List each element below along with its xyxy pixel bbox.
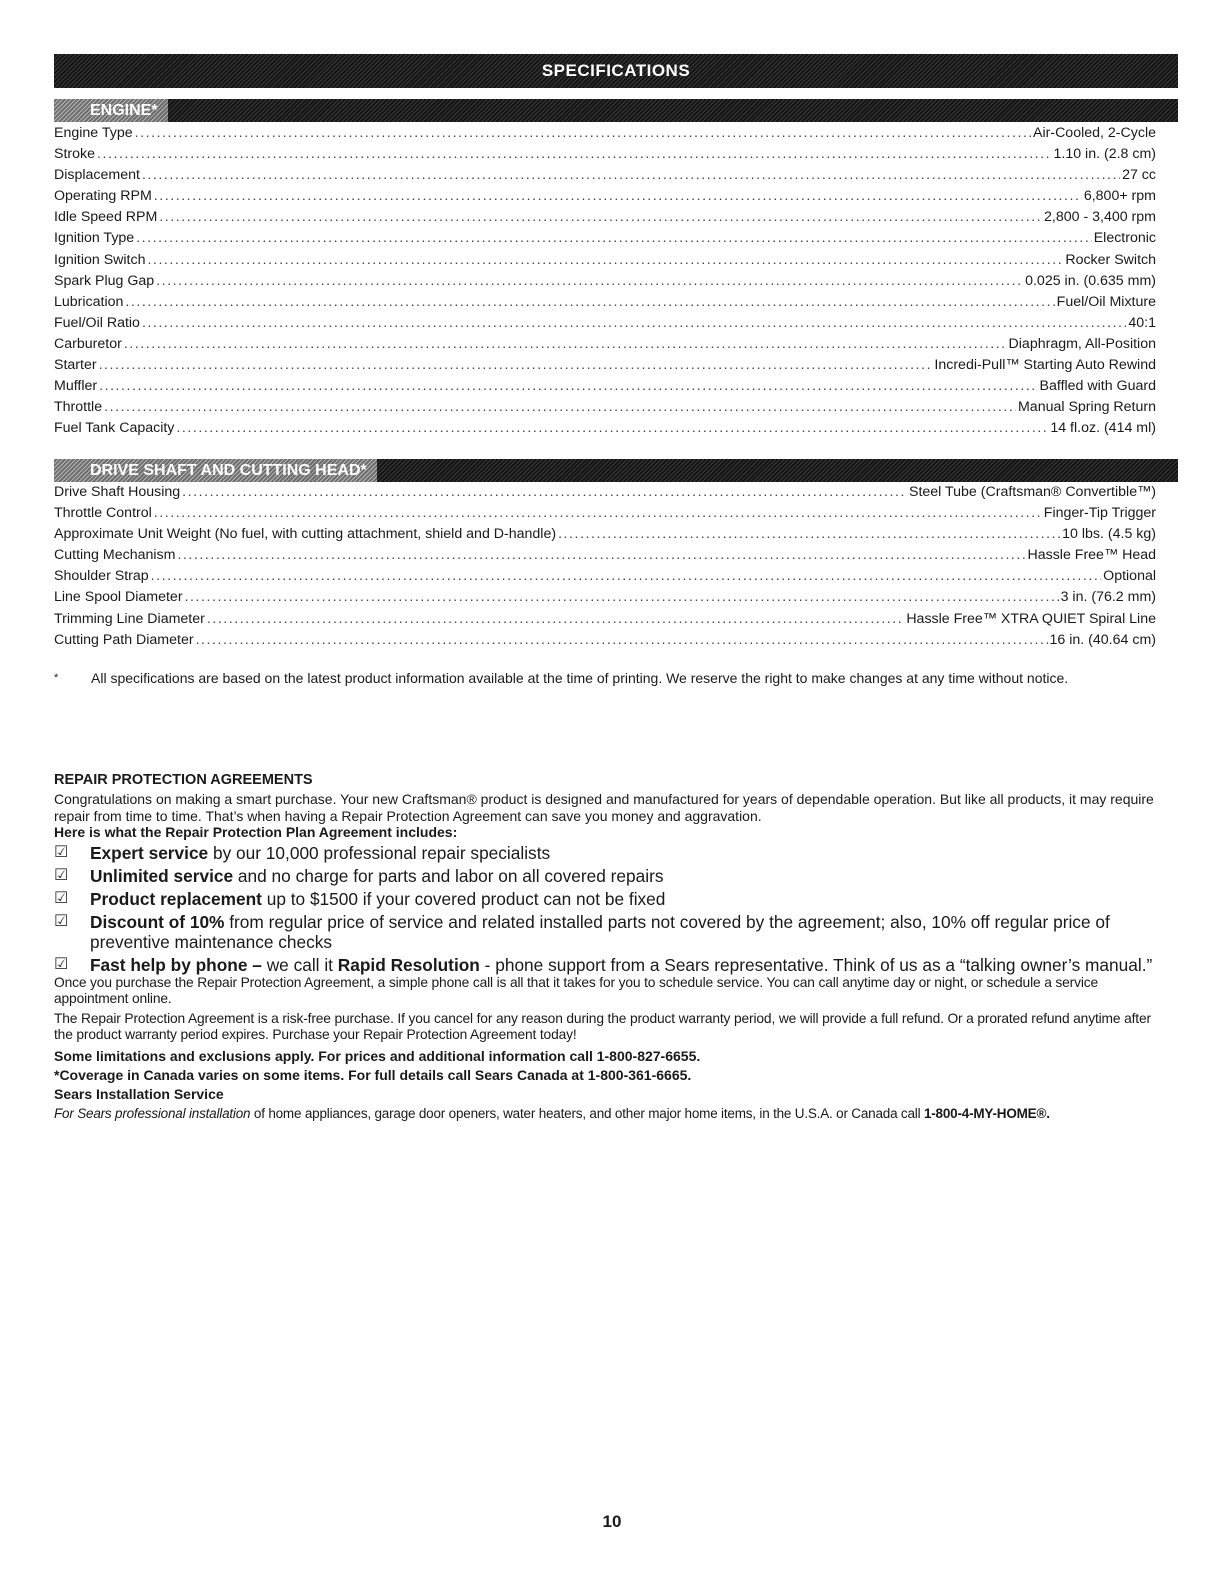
checkbox-icon: ☑ [54, 844, 69, 861]
dot-leader [99, 355, 933, 376]
spec-value: Diaphragm, All-Position [1008, 335, 1156, 352]
benefit-item [54, 843, 1170, 863]
dot-leader [154, 186, 1082, 207]
spec-row [54, 545, 1156, 566]
spec-value: Electronic [1093, 230, 1156, 247]
spec-value: 2,800 - 3,400 rpm [1044, 209, 1156, 226]
spec-row [54, 566, 1156, 587]
spec-value: Finger-Tip Trigger [1043, 505, 1156, 522]
spec-value: Steel Tube (Craftsman® Convertible™) [908, 484, 1156, 500]
spec-value: Hassle Free™ XTRA QUIET Spiral Line [906, 610, 1156, 627]
phone-text-1: we call it [261, 955, 338, 975]
dot-leader [159, 207, 1042, 228]
spec-row [54, 397, 1156, 418]
spec-label: Trimming Line Diameter [54, 610, 205, 627]
dot-leader [177, 545, 1025, 566]
dot-leader [97, 144, 1051, 165]
spec-row [54, 186, 1156, 207]
spec-row [54, 123, 1156, 144]
spec-row [54, 250, 1156, 271]
benefit-phone-item [54, 955, 1170, 975]
spec-row [54, 334, 1156, 355]
benefit-item [54, 889, 1170, 909]
dot-leader [558, 524, 1060, 545]
specifications-title-bar [54, 54, 1178, 88]
drive-spec-list [54, 482, 1156, 651]
checkbox-icon: ☑ [54, 890, 69, 907]
installation-italic: For Sears professional installation [54, 1106, 251, 1121]
spec-label: Throttle Control [54, 505, 152, 522]
installation-heading: Sears Installation Service [54, 1086, 224, 1102]
spec-row [54, 503, 1156, 524]
spec-label: Cutting Mechanism [54, 547, 176, 564]
checkbox-icon: ☑ [54, 913, 69, 930]
drive-heading: DRIVE SHAFT AND CUTTING HEAD* [54, 459, 377, 482]
benefit-title: Product replacement [90, 889, 262, 909]
repair-intro: Congratulations on making a smart purchase. Your new Craftsman® product is designed and manufactured for years of dependable operation. But like all products, it may require repair from time to time. That’s when having a Repair Protection Agreement can save you money and aggravation. [54, 791, 1154, 824]
phone-text-2: - phone support from a Sears representative. Think of us as a “talking owner’s manual.” [479, 955, 1153, 975]
spec-label: Starter [54, 357, 97, 374]
benefit-text: by our 10,000 professional repair specialists [208, 843, 551, 863]
dot-leader [154, 503, 1042, 524]
spec-value: 3 in. (76.2 mm) [1060, 589, 1156, 606]
dot-leader [142, 165, 1120, 186]
spec-label: Line Spool Diameter [54, 589, 183, 606]
spec-row [54, 228, 1156, 249]
spec-value: Air-Cooled, 2-Cycle [1033, 125, 1156, 141]
repair-protection-section [54, 771, 1170, 1123]
riskfree-paragraph: The Repair Protection Agreement is a risk-free purchase. If you cancel for any reason during the product warranty period, we will provide a full refund. Or a prorated refund anytime after the product warranty period expires. Purchase your Repair Protection Agreement today! [54, 1011, 1151, 1042]
benefit-title: Unlimited service [90, 866, 234, 886]
engine-heading: ENGINE* [54, 99, 168, 122]
installation-line [54, 1104, 1170, 1123]
phone-bold-1: Fast help by phone – [90, 955, 262, 975]
spec-value: 1.10 in. (2.8 cm) [1053, 146, 1156, 163]
engine-section-bar [54, 99, 1178, 122]
limitations-line: Some limitations and exclusions apply. For prices and additional information call 1-800-827-6655. [54, 1048, 701, 1064]
spec-label: Carburetor [54, 335, 122, 352]
spec-value: 14 fl.oz. (414 ml) [1050, 420, 1156, 437]
dot-leader [185, 587, 1059, 608]
spec-row [54, 418, 1156, 439]
spec-label: Shoulder Strap [54, 568, 149, 585]
spec-label: Displacement [54, 167, 140, 184]
benefit-list [54, 843, 1170, 952]
benefit-text: and no charge for parts and labor on all covered repairs [233, 866, 664, 886]
dot-leader [176, 418, 1048, 439]
benefit-title: Discount of 10% [90, 912, 225, 932]
dot-leader [136, 228, 1092, 249]
spec-value: Hassle Free™ Head [1027, 547, 1156, 564]
spec-row [54, 376, 1156, 397]
spec-footnote [54, 670, 1158, 687]
spec-value: Rocker Switch [1065, 251, 1156, 268]
spec-value: 40:1 [1128, 314, 1156, 331]
dot-leader [125, 292, 1054, 313]
repair-heading: REPAIR PROTECTION AGREEMENTS [54, 772, 313, 788]
footnote-text: All specifications are based on the latest product information available at the time of printing. We reserve the right to make changes at any time without notice. [91, 670, 1069, 686]
phone-bold-2: Rapid Resolution [337, 955, 480, 975]
drive-section-bar [54, 459, 1178, 482]
spec-value: Incredi-Pull™ Starting Auto Rewind [934, 357, 1156, 374]
dot-leader [196, 630, 1048, 651]
spec-value: Optional [1103, 568, 1156, 585]
spec-label: Stroke [54, 146, 96, 163]
spec-row [54, 292, 1156, 313]
spec-row [54, 524, 1156, 545]
spec-value: 0.025 in. (0.635 mm) [1025, 272, 1156, 289]
canada-line: *Coverage in Canada varies on some items. For full details call Sears Canada at 1-800-361-6665. [54, 1067, 692, 1083]
dot-leader [135, 123, 1031, 144]
benefit-item [54, 912, 1170, 952]
spec-value: 27 cc [1122, 167, 1156, 184]
footnote-mark: * [54, 672, 59, 684]
repair-includes: Here is what the Repair Protection Plan Agreement includes: [54, 824, 458, 840]
spec-row [54, 144, 1156, 165]
benefit-item [54, 866, 1170, 886]
spec-label: Muffler [54, 378, 98, 395]
spec-label: Approximate Unit Weight (No fuel, with cutting attachment, shield and D-handle) [54, 526, 557, 543]
spec-label: Fuel/Oil Ratio [54, 314, 140, 331]
spec-label: Ignition Switch [54, 251, 146, 268]
spec-value: Fuel/Oil Mixture [1056, 293, 1156, 310]
checkbox-icon: ☑ [54, 867, 69, 884]
page-number: 10 [602, 1512, 622, 1531]
engine-spec-list [54, 123, 1156, 439]
spec-label: Throttle [54, 399, 103, 416]
spec-row [54, 271, 1156, 292]
spec-label: Ignition Type [54, 230, 135, 247]
spec-label: Lubrication [54, 293, 124, 310]
installation-text: of home appliances, garage door openers, water heaters, and other major home items, in the U.S.A. or Canada call [250, 1106, 924, 1121]
spec-row [54, 587, 1156, 608]
spec-row [54, 207, 1156, 228]
dot-leader [156, 271, 1023, 292]
phone-paragraph: Once you purchase the Repair Protection Agreement, a simple phone call is all that it takes for you to schedule service. You can call anytime day or night, or schedule a service appointment online. [54, 975, 1099, 1006]
spec-label: Engine Type [54, 125, 133, 141]
dot-leader [182, 482, 907, 503]
dot-leader [104, 397, 1016, 418]
dot-leader [142, 313, 1126, 334]
benefit-text: from regular price of service and related installed parts not covered by the agreement; also, 10% off regular price of preventive maintenance checks [90, 912, 1110, 952]
spec-label: Operating RPM [54, 188, 152, 205]
dot-leader [147, 250, 1063, 271]
spec-row [54, 482, 1156, 503]
spec-row [54, 609, 1156, 630]
benefit-text: up to $1500 if your covered product can not be fixed [261, 889, 666, 909]
spec-label: Idle Speed RPM [54, 209, 158, 226]
dot-leader [151, 566, 1102, 587]
spec-value: 10 lbs. (4.5 kg) [1062, 526, 1156, 543]
dot-leader [124, 334, 1007, 355]
spec-row [54, 355, 1156, 376]
spec-label: Spark Plug Gap [54, 272, 155, 289]
spec-row [54, 313, 1156, 334]
benefit-title: Expert service [90, 843, 209, 863]
spec-value: Baffled with Guard [1039, 378, 1156, 395]
installation-phone: 1-800-4-MY-HOME®. [923, 1106, 1050, 1121]
spec-value: 6,800+ rpm [1083, 188, 1156, 205]
dot-leader [99, 376, 1037, 397]
spec-value: Manual Spring Return [1017, 399, 1156, 416]
spec-row [54, 630, 1156, 651]
spec-label: Cutting Path Diameter [54, 631, 194, 648]
dot-leader [207, 609, 904, 630]
checkbox-icon: ☑ [54, 956, 69, 973]
page-title: SPECIFICATIONS [541, 61, 691, 80]
spec-label: Fuel Tank Capacity [54, 420, 175, 437]
spec-label: Drive Shaft Housing [54, 484, 181, 500]
spec-row [54, 165, 1156, 186]
spec-value: 16 in. (40.64 cm) [1049, 631, 1156, 648]
